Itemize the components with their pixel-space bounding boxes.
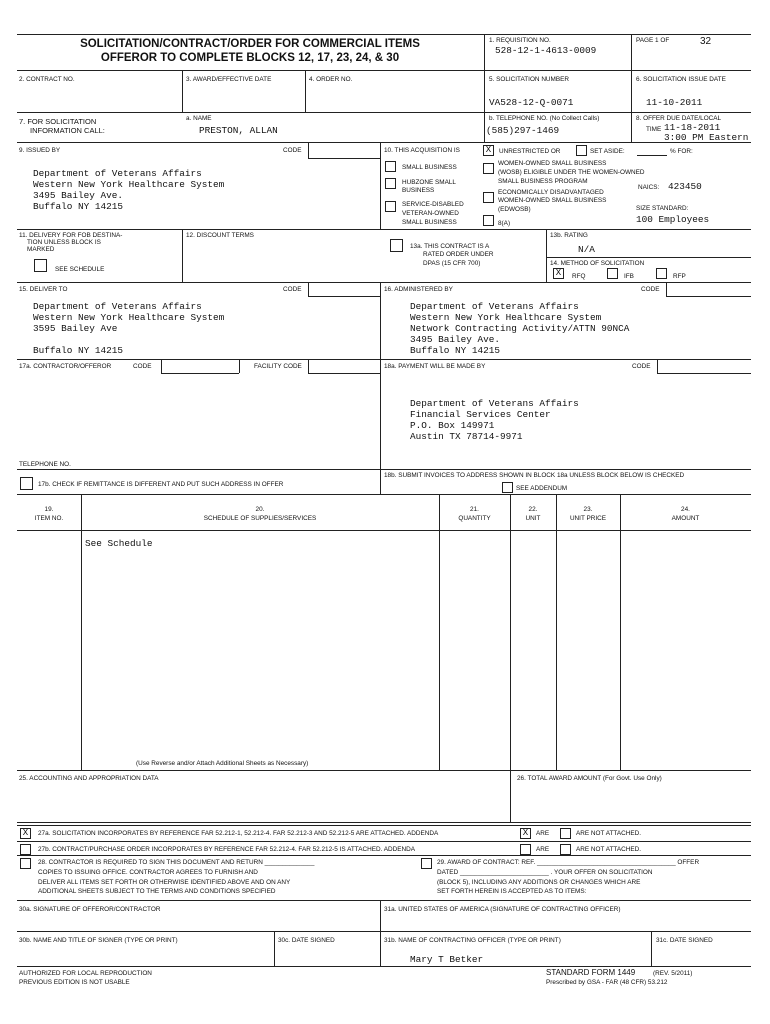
far-27a-text: 27a. SOLICITATION INCORPORATES BY REFERENCE FAR 52.212-1, 52.212-4. FAR 52.212-3 AND 52.212-5 ARE ATTACHED. ADDENDA [38,830,439,837]
see-schedule-checkbox[interactable] [34,259,47,272]
deliver-to-line-2: Western New York Healthcare System [33,312,225,323]
issue-date-value: 11-10-2011 [646,97,703,108]
hubzone-label-1: HUBZONE SMALL [402,179,456,186]
far-27b-are-not-label: ARE NOT ATTACHED. [576,846,641,853]
col20-label: SCHEDULE OF SUPPLIES/SERVICES [203,515,317,522]
solicitation-info-label-1: 7. FOR SOLICITATION [19,117,97,126]
set-aside-label: SET ASIDE: [590,148,625,155]
page-total: 32 [700,36,712,47]
eight-a-label: 8(A) [498,220,511,227]
see-addendum-checkbox[interactable] [502,482,513,493]
administered-by-line-4: 3495 Bailey Ave. [410,334,501,345]
date-signed-31c-label: 31c. DATE SIGNED [656,937,713,944]
small-business-checkbox[interactable] [385,161,396,172]
col22-num: 22. [528,506,538,513]
sdvosb-label-1: SERVICE-DISABLED [402,201,464,208]
far-27b-are-not-checkbox[interactable] [560,844,571,855]
unrestricted-label: UNRESTRICTED OR [499,148,561,155]
form-title-line2: OFFEROR TO COMPLETE BLOCKS 12, 17, 23, 24, & 30 [100,52,400,64]
deliver-to-line-5: Buffalo NY 14215 [33,345,124,356]
delivery-label-1: 11. DELIVERY FOR FOB DESTINA- [19,232,123,239]
telephone-label: b. TELEPHONE NO. (No Collect Calls) [489,115,600,122]
footer-previous-edition: PREVIOUS EDITION IS NOT USABLE [19,979,130,986]
col23-label: UNIT PRICE [569,515,607,522]
issued-by-line-1: Department of Veterans Affairs [33,168,202,179]
payment-line-3: P.O. Box 149971 [410,420,495,431]
contractor-code-label: CODE [133,363,152,370]
award-date-label: 3. AWARD/EFFECTIVE DATE [186,76,272,83]
administered-by-line-3: Network Contracting Activity/ATTN 90NCA [410,323,630,334]
administered-by-line-5: Buffalo NY 14215 [410,345,501,356]
hubzone-checkbox[interactable] [385,178,396,189]
date-signed-30c-label: 30c. DATE SIGNED [278,937,335,944]
delivery-label-3: MARKED [27,246,55,253]
ifb-checkbox[interactable] [607,268,618,279]
name-label: a. NAME [186,115,212,122]
percent-for-label: % FOR: [670,148,693,155]
far-27a-are-not-checkbox[interactable] [560,828,571,839]
size-standard-value: 100 Employees [636,214,710,225]
rfp-checkbox[interactable] [656,268,667,279]
contract-no-label: 2. CONTRACT NO. [19,76,75,83]
sdvosb-checkbox[interactable] [385,201,396,212]
col24-label: AMOUNT [671,515,700,522]
form-title-line1: SOLICITATION/CONTRACT/ORDER FOR COMMERCIAL ITEMS [80,38,420,50]
rating-value: N/A [578,244,595,255]
time-label: TIME [646,126,662,133]
far-27a-checkbox[interactable]: X [20,828,31,839]
footer-prescribed: Prescribed by GSA - FAR (48 CFR) 53.212 [546,979,668,986]
edwosb-label-1: ECONOMICALLY DISADVANTAGED [498,189,604,196]
signer-name-label: 30b. NAME AND TITLE OF SIGNER (TYPE OR PRINT) [19,937,178,944]
signature-usa-label: 31a. UNITED STATES OF AMERICA (SIGNATURE OF CONTRACTING OFFICER) [384,906,621,913]
order-no-label: 4. ORDER NO. [309,76,353,83]
telephone-no-label: TELEPHONE NO. [19,461,71,468]
block-28-checkbox[interactable] [20,858,31,869]
issue-date-label: 6. SOLICITATION ISSUE DATE [636,76,726,83]
block-29-line-3: (BLOCK 5), INCLUDING ANY ADDITIONS OR CHANGES WHICH ARE [437,879,641,886]
eight-a-checkbox[interactable] [483,215,494,226]
deliver-to-line-1: Department of Veterans Affairs [33,301,202,312]
block-28-line-4: ADDITIONAL SHEETS SUBJECT TO THE TERMS AND CONDITIONS SPECIFIED [38,888,276,895]
sdvosb-label-2: VETERAN-OWNED [402,210,459,217]
rated-order-label-2: RATED ORDER UNDER [423,251,494,258]
col24-num: 24. [681,506,690,513]
col20-num: 20. [255,506,265,513]
discount-terms-label: 12. DISCOUNT TERMS [186,232,254,239]
contractor-label: 17a. CONTRACTOR/OFFEROR [19,363,112,370]
block-28-line-3: DELIVER ALL ITEMS SET FORTH OR OTHERWISE IDENTIFIED ABOVE AND ON ANY [38,879,291,886]
administered-by-line-2: Western New York Healthcare System [410,312,602,323]
signature-offeror-label: 30a. SIGNATURE OF OFFEROR/CONTRACTOR [19,906,161,913]
size-standard-label: SIZE STANDARD: [636,205,689,212]
solicitation-number-label: 5. SOLICITATION NUMBER [489,76,570,83]
offer-due-date: 11-18-2011 [664,122,721,133]
offer-due-time: 3:00 PM Eastern [664,132,749,143]
rated-order-checkbox[interactable] [390,239,403,252]
hubzone-label-2: BUSINESS [402,187,435,194]
accounting-label: 25. ACCOUNTING AND APPROPRIATION DATA [19,775,159,782]
far-27a-are-not-label: ARE NOT ATTACHED. [576,830,641,837]
footer-form-name: STANDARD FORM 1449 [546,968,636,977]
edwosb-label-3: (EDWOSB) [498,206,531,213]
issued-by-code-label: CODE [283,147,302,154]
remittance-label: 17b. CHECK IF REMITTANCE IS DIFFERENT AND PUT SUCH ADDRESS IN OFFER [38,481,284,488]
delivery-label-2: TION UNLESS BLOCK IS [27,239,101,246]
wosb-label-2: (WOSB) ELIGIBLE UNDER THE WOMEN-OWNED [498,169,645,176]
col21-label: QUANTITY [458,515,491,522]
administered-by-line-1: Department of Veterans Affairs [410,301,579,312]
ifb-label: IFB [624,273,634,280]
payment-line-4: Austin TX 78714-9971 [410,431,523,442]
block-28-line-2: COPIES TO ISSUING OFFICE. CONTRACTOR AGREES TO FURNISH AND [38,869,258,876]
col22-label: UNIT [525,515,541,522]
wosb-label-3: SMALL BUSINESS PROGRAM [498,178,588,185]
requisition-value: 528-12-1-4613-0009 [495,45,597,56]
small-business-label: SMALL BUSINESS [402,164,457,171]
see-addendum-label: SEE ADDENDUM [516,485,568,492]
telephone-value: (585)297-1469 [486,125,560,136]
method-label: 14. METHOD OF SOLICITATION [550,260,645,267]
far-27a-are-label: ARE [536,830,550,837]
block-28-line-1: 28. CONTRACTOR IS REQUIRED TO SIGN THIS DOCUMENT AND RETURN ______________ [38,859,315,866]
facility-code-label: FACILITY CODE [254,363,302,370]
naics-value: 423450 [668,181,702,192]
solicitation-info-label-2: INFORMATION CALL: [30,126,105,135]
unrestricted-checkbox[interactable]: X [483,145,494,156]
footer-revision: (REV. 5/2011) [653,970,693,977]
issued-by-label: 9. ISSUED BY [19,147,61,154]
administered-by-label: 16. ADMINISTERED BY [384,286,453,293]
col23-num: 23. [583,506,593,513]
requisition-label: 1. REQUISITION NO. [489,37,551,44]
far-27b-checkbox[interactable] [20,844,31,855]
col21-num: 21. [470,506,479,513]
payment-line-1: Department of Veterans Affairs [410,398,579,409]
deliver-to-code-label: CODE [283,286,302,293]
col19-label: ITEM NO. [34,515,64,522]
officer-name-label: 31b. NAME OF CONTRACTING OFFICER (TYPE OR PRINT) [384,937,561,944]
edwosb-checkbox[interactable] [483,192,494,203]
rfq-checkbox[interactable]: X [553,268,564,279]
see-schedule-label: SEE SCHEDULE [55,266,105,273]
invoice-label: 18b. SUBMIT INVOICES TO ADDRESS SHOWN IN BLOCK 18a UNLESS BLOCK BELOW IS CHECKED [384,472,685,479]
administered-by-code-label: CODE [641,286,660,293]
far-27b-are-checkbox[interactable] [520,844,531,855]
payment-label: 18a. PAYMENT WILL BE MADE BY [384,363,486,370]
rated-order-label-3: DPAS (15 CFR 700) [423,260,481,267]
deliver-to-line-3: 3595 Bailey Ave [33,323,118,334]
far-27b-are-label: ARE [536,846,550,853]
rating-label: 13b. RATING [550,232,588,239]
naics-label: NAICS: [638,184,660,191]
issued-by-line-4: Buffalo NY 14215 [33,201,124,212]
contact-name-value: PRESTON, ALLAN [199,125,278,136]
col19-num: 19. [44,506,54,513]
far-27b-text: 27b. CONTRACT/PURCHASE ORDER INCORPORATES BY REFERENCE FAR 52.212-4. FAR 52.212-5 IS ATTACHED. ADDENDA [38,846,416,853]
schedule-entry: See Schedule [85,538,153,549]
edwosb-label-2: WOMEN-OWNED SMALL BUSINESS [498,197,607,204]
wosb-checkbox[interactable] [483,163,494,174]
page-label: PAGE 1 OF [636,37,670,44]
remittance-checkbox[interactable] [20,477,33,490]
total-award-label: 26. TOTAL AWARD AMOUNT (For Govt. Use Only) [517,775,662,782]
issued-by-line-3: 3495 Bailey Ave. [33,190,124,201]
far-27a-are-checkbox[interactable]: X [520,828,531,839]
sdvosb-label-3: SMALL BUSINESS [402,219,457,226]
payment-code-label: CODE [632,363,651,370]
block-29-line-4: SET FORTH HEREIN IS ACCEPTED AS TO ITEMS: [437,888,587,895]
offer-due-label: 8. OFFER DUE DATE/LOCAL [636,115,722,122]
rfq-label: RFQ [572,273,586,280]
solicitation-number-value: VA528-12-Q-0071 [489,97,574,108]
block-29-line-2: DATED _________________________ . YOUR OFFER ON SOLICITATION [437,869,653,876]
rated-order-label-1: 13a. THIS CONTRACT IS A [410,243,490,250]
schedule-note: (Use Reverse and/or Attach Additional Sheets as Necessary) [136,760,309,767]
footer-authorized: AUTHORIZED FOR LOCAL REPRODUCTION [19,970,152,977]
block-29-checkbox[interactable] [421,858,432,869]
deliver-to-label: 15. DELIVER TO [19,286,68,293]
rfp-label: RFP [673,273,686,280]
set-aside-checkbox[interactable] [576,145,587,156]
officer-name-value: Mary T Betker [410,954,484,965]
payment-line-2: Financial Services Center [410,409,551,420]
issued-by-line-2: Western New York Healthcare System [33,179,225,190]
wosb-label-1: WOMEN-OWNED SMALL BUSINESS [498,160,607,167]
acquisition-label: 10. THIS ACQUISITION IS [384,147,460,154]
block-29-line-1: 29. AWARD OF CONTRACT: REF. _______________________________________ OFFER [437,859,700,866]
